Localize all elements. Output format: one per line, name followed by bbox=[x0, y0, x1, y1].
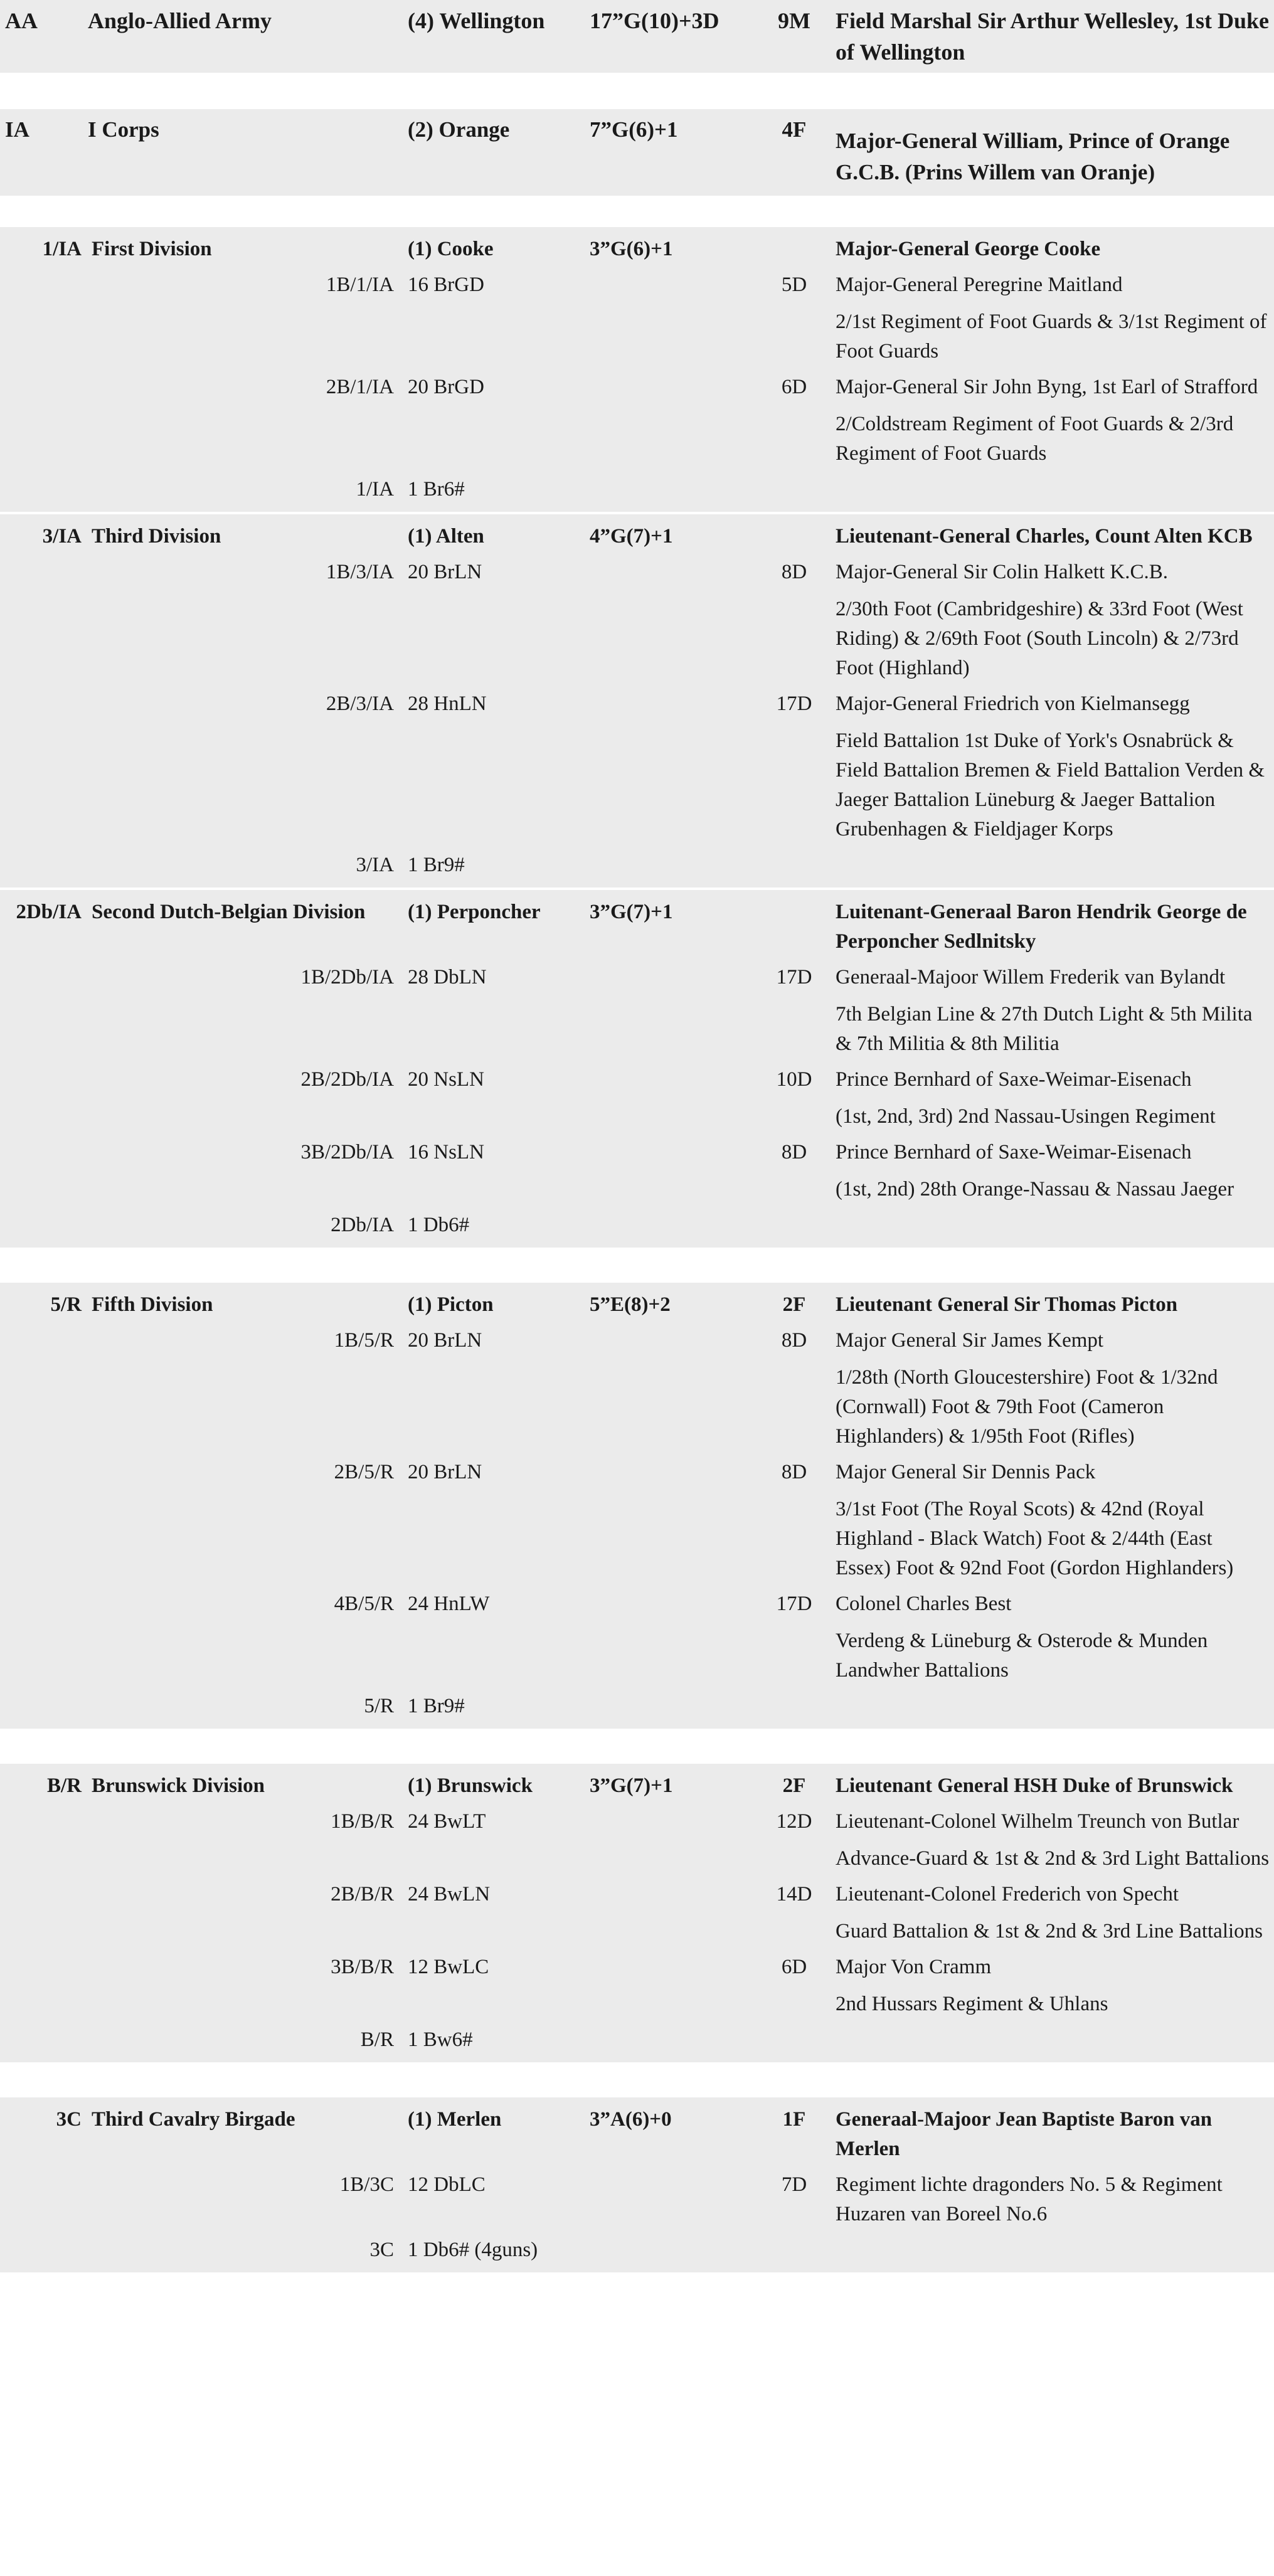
unit-move: 17D bbox=[776, 966, 812, 989]
unit-row bbox=[0, 1946, 1274, 2019]
formations-list bbox=[0, 227, 1274, 2272]
brigade-regiments: 3/1st Foot (The Royal Scots) & 42nd (Royal Highland - Black Watch) Foot & 2/44th (East Essex) Foot & 92nd Foot (Gordon Highlanders) bbox=[836, 1498, 1234, 1579]
formation-command: (1) Perponcher bbox=[408, 901, 541, 923]
brigade-commander: Major-General Peregrine Maitland bbox=[836, 273, 1123, 296]
formation-stats: 4”G(7)+1 bbox=[590, 525, 673, 548]
corps-header bbox=[0, 109, 1274, 196]
unit-row bbox=[0, 1874, 1274, 1946]
formation-block bbox=[0, 2097, 1274, 2272]
unit-strength: 28 HnLN bbox=[408, 692, 487, 715]
unit-code: 4B/5/R bbox=[334, 1593, 394, 1615]
unit-code: 1/IA bbox=[356, 478, 394, 501]
unit-row bbox=[0, 2164, 1274, 2229]
unit-strength: 24 BwLN bbox=[408, 1883, 491, 1905]
corps-move: 4F bbox=[782, 117, 807, 142]
formation-command: (1) Cooke bbox=[408, 238, 494, 260]
formation-name: First Division bbox=[92, 238, 212, 260]
brigade-commander: Prince Bernhard of Saxe-Weimar-Eisenach bbox=[836, 1068, 1192, 1091]
spacer bbox=[0, 196, 1274, 227]
unit-description bbox=[836, 558, 1274, 683]
unit-row bbox=[0, 1059, 1274, 1132]
brigade-regiments: Guard Battalion & 1st & 2nd & 3rd Line Battalions bbox=[836, 1920, 1263, 1943]
brigade-regiments: Field Battalion 1st Duke of York's Osnabrück & Field Battalion Bremen & Field Battalion Verden & Jaeger Battalion Lüneburg & Jaeger Battalion Grubenhagen & Fieldjager Korps bbox=[836, 729, 1265, 840]
brigade-regiments: Regiment lichte dragonders No. 5 & Regiment Huzaren van Boreel No.6 bbox=[836, 2173, 1223, 2225]
unit-code: 2B/3/IA bbox=[326, 692, 394, 715]
formation-commander: Major-General George Cooke bbox=[836, 238, 1101, 260]
unit-strength: 28 DbLN bbox=[408, 966, 487, 989]
unit-strength: 12 DbLC bbox=[408, 2173, 486, 2196]
army-move: 9M bbox=[778, 8, 810, 33]
brigade-regiments: 2/1st Regiment of Foot Guards & 3/1st Regiment of Foot Guards bbox=[836, 310, 1267, 363]
unit-code: 3B/B/R bbox=[331, 1956, 394, 1978]
unit-move: 8D bbox=[781, 561, 807, 583]
corps-stats: 7”G(6)+1 bbox=[590, 117, 678, 142]
unit-description bbox=[836, 963, 1274, 1059]
brigade-regiments: 7th Belgian Line & 27th Dutch Light & 5th Milita & 7th Militia & 8th Militia bbox=[836, 1003, 1253, 1055]
formation-stats: 3”G(6)+1 bbox=[590, 238, 673, 260]
unit-description bbox=[836, 1807, 1274, 1874]
formation-name: Third Division bbox=[92, 525, 221, 548]
unit-move: 6D bbox=[781, 1956, 807, 1978]
formation-move: 2F bbox=[782, 1774, 806, 1797]
brigade-commander: Lieutenant-Colonel Wilhelm Treunch von Butlar bbox=[836, 1810, 1239, 1833]
formation-block bbox=[0, 890, 1274, 1248]
spacer bbox=[0, 1729, 1274, 1764]
unit-move: 7D bbox=[781, 2173, 807, 2196]
unit-move: 17D bbox=[776, 692, 812, 715]
unit-row bbox=[0, 1451, 1274, 1583]
corps-command: (2) Orange bbox=[408, 117, 510, 142]
unit-description bbox=[836, 1065, 1274, 1132]
unit-strength: 1 Bw6# bbox=[408, 2028, 473, 2051]
unit-code: 1B/B/R bbox=[331, 1810, 394, 1833]
formation-name: Third Cavalry Birgade bbox=[92, 2108, 295, 2131]
brigade-commander: Generaal-Majoor Willem Frederik van Bylandt bbox=[836, 966, 1226, 989]
brigade-regiments: 2/Coldstream Regiment of Foot Guards & 2/3rd Regiment of Foot Guards bbox=[836, 413, 1234, 465]
unit-description bbox=[836, 373, 1274, 469]
unit-code: 3B/2Db/IA bbox=[300, 1141, 394, 1163]
army-stats: 17”G(10)+3D bbox=[590, 8, 719, 33]
unit-code: 2B/2Db/IA bbox=[300, 1068, 394, 1091]
formation-move: 1F bbox=[782, 2108, 806, 2131]
formation-commander: Generaal-Majoor Jean Baptiste Baron van Merlen bbox=[836, 2108, 1213, 2160]
formation-code: 1/IA bbox=[42, 238, 82, 260]
brigade-commander: Lieutenant-Colonel Frederich von Specht bbox=[836, 1883, 1179, 1905]
spacer bbox=[0, 1248, 1274, 1283]
formation-header bbox=[0, 1764, 1274, 1801]
unit-row bbox=[0, 1801, 1274, 1874]
formation-header bbox=[0, 1283, 1274, 1320]
unit-description bbox=[836, 1953, 1274, 2019]
unit-strength: 16 NsLN bbox=[408, 1141, 484, 1163]
unit-move: 17D bbox=[776, 1593, 812, 1615]
formation-block bbox=[0, 514, 1274, 888]
brigade-regiments: 2nd Hussars Regiment & Uhlans bbox=[836, 1993, 1108, 2015]
formation-stats: 3”G(7)+1 bbox=[590, 1774, 673, 1797]
brigade-commander: Major-General Friedrich von Kielmansegg bbox=[836, 692, 1190, 715]
unit-description bbox=[836, 1138, 1274, 1204]
formation-command: (1) Brunswick bbox=[408, 1774, 533, 1797]
unit-description bbox=[836, 1880, 1274, 1946]
army-command: (4) Wellington bbox=[408, 8, 545, 33]
unit-code: 2B/B/R bbox=[331, 1883, 394, 1905]
unit-move: 6D bbox=[781, 376, 807, 398]
unit-row bbox=[0, 1320, 1274, 1451]
unit-row bbox=[0, 683, 1274, 844]
unit-move: 10D bbox=[776, 1068, 812, 1091]
unit-code: 3/IA bbox=[356, 854, 394, 876]
unit-code: 2B/1/IA bbox=[326, 376, 394, 398]
brigade-commander: Major-General Sir John Byng, 1st Earl of Strafford bbox=[836, 376, 1258, 398]
formation-block bbox=[0, 227, 1274, 512]
formation-command: (1) Alten bbox=[408, 525, 484, 548]
formation-header bbox=[0, 890, 1274, 957]
brigade-regiments: (1st, 2nd) 28th Orange-Nassau & Nassau Jaeger bbox=[836, 1178, 1234, 1201]
formation-stats: 3”A(6)+0 bbox=[590, 2108, 672, 2131]
corps-code: IA bbox=[5, 117, 29, 142]
unit-move: 8D bbox=[781, 1461, 807, 1483]
brigade-regiments: (1st, 2nd, 3rd) 2nd Nassau-Usingen Regiment bbox=[836, 1105, 1216, 1128]
unit-description bbox=[836, 270, 1274, 366]
formation-commander: Luitenant-Generaal Baron Hendrik George de Perponcher Sedlnitsky bbox=[836, 901, 1247, 953]
unit-strength: 16 BrGD bbox=[408, 273, 484, 296]
unit-move: 14D bbox=[776, 1883, 812, 1905]
unit-strength: 12 BwLC bbox=[408, 1956, 489, 1978]
formation-stats: 5”E(8)+2 bbox=[590, 1293, 671, 1316]
formation-commander: Lieutenant-General Charles, Count Alten KCB bbox=[836, 525, 1253, 548]
spacer bbox=[0, 73, 1274, 109]
brigade-commander: Colonel Charles Best bbox=[836, 1593, 1012, 1615]
unit-description bbox=[836, 2170, 1274, 2229]
unit-row bbox=[0, 366, 1274, 469]
unit-row bbox=[0, 844, 1274, 880]
formation-move: 2F bbox=[782, 1293, 806, 1316]
formation-code: B/R bbox=[46, 1774, 82, 1797]
formation-block bbox=[0, 1764, 1274, 2062]
unit-row bbox=[0, 1583, 1274, 1685]
unit-description bbox=[836, 1458, 1274, 1583]
brigade-commander: Prince Bernhard of Saxe-Weimar-Eisenach bbox=[836, 1141, 1192, 1163]
unit-row bbox=[0, 2229, 1274, 2265]
brigade-commander: Major General Sir Dennis Pack bbox=[836, 1461, 1096, 1483]
unit-row bbox=[0, 551, 1274, 683]
unit-description bbox=[836, 1326, 1274, 1451]
corps-name: I Corps bbox=[88, 117, 159, 142]
unit-strength: 24 HnLW bbox=[408, 1593, 490, 1615]
unit-move: 8D bbox=[781, 1141, 807, 1163]
unit-strength: 20 BrLN bbox=[408, 1461, 482, 1483]
formation-code: 2Db/IA bbox=[16, 901, 82, 923]
unit-row bbox=[0, 1132, 1274, 1204]
unit-description bbox=[836, 689, 1274, 844]
formation-command: (1) Picton bbox=[408, 1293, 494, 1316]
unit-row bbox=[0, 957, 1274, 1059]
unit-code: 1B/3C bbox=[339, 2173, 394, 2196]
formation-code: 5/R bbox=[50, 1293, 82, 1316]
unit-code: 5/R bbox=[364, 1695, 394, 1717]
unit-strength: 20 BrGD bbox=[408, 376, 484, 398]
formation-code: 3C bbox=[56, 2108, 82, 2131]
unit-strength: 1 Br9# bbox=[408, 1695, 465, 1717]
formation-header bbox=[0, 227, 1274, 264]
unit-description bbox=[836, 1589, 1274, 1685]
formation-name: Second Dutch-Belgian Division bbox=[92, 901, 366, 923]
unit-row bbox=[0, 469, 1274, 504]
unit-strength: 20 BrLN bbox=[408, 1329, 482, 1352]
brigade-regiments: Verdeng & Lüneburg & Osterode & Munden Landwher Battalions bbox=[836, 1630, 1208, 1682]
unit-code: B/R bbox=[360, 2028, 394, 2051]
unit-row bbox=[0, 264, 1274, 366]
unit-strength: 1 Br9# bbox=[408, 854, 465, 876]
formation-commander: Lieutenant General HSH Duke of Brunswick bbox=[836, 1774, 1233, 1797]
formation-header bbox=[0, 2097, 1274, 2164]
unit-code: 1B/3/IA bbox=[326, 561, 394, 583]
unit-move: 5D bbox=[781, 273, 807, 296]
formation-name: Brunswick Division bbox=[92, 1774, 265, 1797]
unit-code: 3C bbox=[369, 2239, 394, 2261]
unit-strength: 1 Db6# (4guns) bbox=[408, 2239, 538, 2261]
unit-strength: 1 Br6# bbox=[408, 478, 465, 501]
unit-strength: 20 NsLN bbox=[408, 1068, 484, 1091]
corps-commander: Major-General William, Prince of Orange G.C.B. (Prins Willem van Oranje) bbox=[836, 129, 1230, 184]
brigade-commander: Major Von Cramm bbox=[836, 1956, 992, 1978]
formation-header bbox=[0, 514, 1274, 551]
unit-code: 1B/2Db/IA bbox=[300, 966, 394, 989]
army-commander: Field Marshal Sir Arthur Wellesley, 1st Duke of Wellington bbox=[836, 8, 1270, 65]
army-name: Anglo-Allied Army bbox=[88, 8, 272, 33]
unit-strength: 20 BrLN bbox=[408, 561, 482, 583]
unit-row bbox=[0, 1685, 1274, 1721]
brigade-commander: Major-General Sir Colin Halkett K.C.B. bbox=[836, 561, 1168, 583]
formation-commander: Lieutenant General Sir Thomas Picton bbox=[836, 1293, 1178, 1316]
brigade-regiments: Advance-Guard & 1st & 2nd & 3rd Light Battalions bbox=[836, 1847, 1270, 1870]
brigade-regiments: 1/28th (North Gloucestershire) Foot & 1/32nd (Cornwall) Foot & 79th Foot (Cameron Highlanders) & 1/95th Foot (Rifles) bbox=[836, 1366, 1218, 1448]
unit-strength: 1 Db6# bbox=[408, 1214, 470, 1236]
unit-row bbox=[0, 2019, 1274, 2055]
unit-code: 1B/1/IA bbox=[326, 273, 394, 296]
brigade-regiments: 2/30th Foot (Cambridgeshire) & 33rd Foot (West Riding) & 2/69th Foot (South Lincoln) & 2/73rd Foot (Highland) bbox=[836, 598, 1243, 679]
brigade-commander: Major General Sir James Kempt bbox=[836, 1329, 1104, 1352]
formation-stats: 3”G(7)+1 bbox=[590, 901, 673, 923]
formation-code: 3/IA bbox=[42, 525, 82, 548]
army-header bbox=[0, 0, 1274, 73]
spacer bbox=[0, 2062, 1274, 2097]
formation-block bbox=[0, 1283, 1274, 1729]
unit-row bbox=[0, 1204, 1274, 1240]
unit-strength: 24 BwLT bbox=[408, 1810, 486, 1833]
formation-name: Fifth Division bbox=[92, 1293, 213, 1316]
unit-code: 1B/5/R bbox=[334, 1329, 394, 1352]
unit-move: 12D bbox=[776, 1810, 812, 1833]
army-code: AA bbox=[5, 8, 38, 33]
unit-move: 8D bbox=[781, 1329, 807, 1352]
unit-code: 2B/5/R bbox=[334, 1461, 394, 1483]
unit-code: 2Db/IA bbox=[331, 1214, 394, 1236]
formation-command: (1) Merlen bbox=[408, 2108, 502, 2131]
